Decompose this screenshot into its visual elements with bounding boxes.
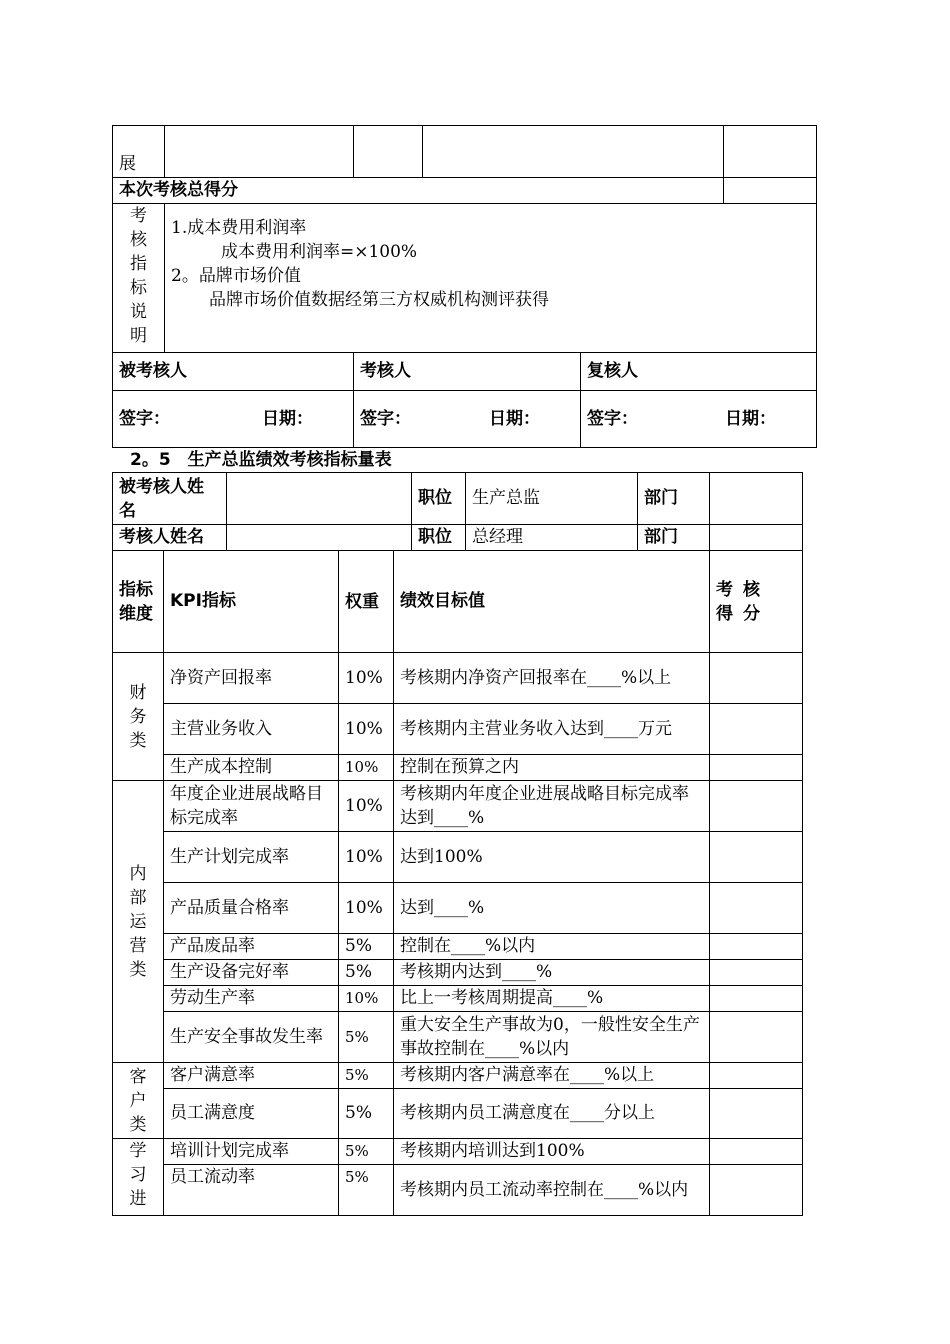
explanation-label: 考 核 指 标 说 明 [113, 204, 165, 353]
col-score-header: 考核得分 [710, 551, 803, 653]
kpi-name: 生产计划完成率 [164, 832, 339, 883]
empty-cell [354, 126, 423, 178]
col-weight-header: 权重 [339, 551, 394, 653]
kpi-target: 考核期内达到____% [394, 960, 710, 986]
role-assessor: 考核人 [354, 353, 581, 391]
total-score-value [724, 178, 817, 204]
kpi-weight: 5% [339, 960, 394, 986]
kpi-target: 控制在____%以内 [394, 934, 710, 960]
kpi-name: 产品废品率 [164, 934, 339, 960]
date-label: 日期： [262, 409, 313, 429]
kpi-target: 比上一考核周期提高____% [394, 986, 710, 1012]
kpi-name: 培训计划完成率 [164, 1139, 339, 1165]
kpi-name: 生产设备完好率 [164, 960, 339, 986]
kpi-name: 产品质量合格率 [164, 883, 339, 934]
kpi-weight: 5% [339, 934, 394, 960]
kpi-score [710, 934, 803, 960]
kpi-name: 劳动生产率 [164, 986, 339, 1012]
kpi-weight: 5% [339, 1012, 394, 1063]
kpi-name: 员工满意度 [164, 1089, 339, 1139]
role-assessee: 被考核人 [113, 353, 354, 391]
kpi-score [710, 1063, 803, 1089]
explanation-line: 1.成本费用利润率 [171, 218, 307, 238]
kpi-score [710, 832, 803, 883]
kpi-name: 净资产回报率 [164, 653, 339, 704]
explanation-line: 品牌市场价值数据经第三方权威机构测评获得 [209, 290, 549, 310]
assessor-department-value [710, 525, 803, 551]
kpi-target: 达到____% [394, 883, 710, 934]
kpi-name: 年度企业进展战略目标完成率 [164, 781, 339, 832]
kpi-score [710, 1012, 803, 1063]
explanation-line: 2。品牌市场价值 [171, 266, 301, 286]
position-label: 职位 [412, 473, 466, 525]
empty-cell [724, 126, 817, 178]
signature-cell [113, 391, 354, 448]
kpi-target: 考核期内主营业务收入达到____万元 [394, 704, 710, 755]
assessee-name-label: 被考核人姓名 [113, 473, 227, 525]
dimension-cell: 学习进 [113, 1139, 164, 1216]
position-label: 职位 [412, 525, 466, 551]
empty-cell [165, 126, 354, 178]
kpi-weight: 10% [339, 986, 394, 1012]
kpi-weight: 10% [339, 781, 394, 832]
kpi-weight: 10% [339, 755, 394, 781]
kpi-target: 重大安全生产事故为0，一般性安全生产事故控制在____%以内 [394, 1012, 710, 1063]
kpi-target: 考核期内员工流动率控制在____%以内 [394, 1165, 710, 1216]
empty-cell [423, 126, 724, 178]
kpi-score [710, 781, 803, 832]
assessor-name-label: 考核人姓名 [113, 525, 227, 551]
total-score-label: 本次考核总得分 [113, 178, 724, 204]
kpi-target: 考核期内培训达到100% [394, 1139, 710, 1165]
kpi-name: 客户满意率 [164, 1063, 339, 1089]
kpi-name: 生产成本控制 [164, 755, 339, 781]
dimension-cell: 客户类 [113, 1063, 164, 1139]
kpi-score [710, 653, 803, 704]
kpi-score [710, 960, 803, 986]
department-label: 部门 [638, 473, 710, 525]
sign-label: 签字： [119, 409, 170, 429]
sign-label: 签字： [587, 409, 638, 429]
date-label: 日期： [725, 409, 776, 429]
kpi-target: 考核期内净资产回报率在____%以上 [394, 653, 710, 704]
kpi-target: 考核期内员工满意度在____分以上 [394, 1089, 710, 1139]
signature-cell [581, 391, 817, 448]
kpi-score [710, 755, 803, 781]
kpi-score [710, 1139, 803, 1165]
kpi-score [710, 704, 803, 755]
kpi-score [710, 986, 803, 1012]
assessor-position: 总经理 [466, 525, 638, 551]
kpi-weight: 5% [339, 1063, 394, 1089]
signature-cell [354, 391, 581, 448]
kpi-score [710, 883, 803, 934]
assessee-position: 生产总监 [466, 473, 638, 525]
kpi-weight: 10% [339, 832, 394, 883]
kpi-weight: 10% [339, 704, 394, 755]
kpi-score [710, 1165, 803, 1216]
kpi-weight: 5% [339, 1165, 394, 1216]
kpi-weight: 10% [339, 883, 394, 934]
kpi-name: 生产安全事故发生率 [164, 1012, 339, 1063]
section-heading: 2。5 生产总监绩效考核指标量表 [130, 450, 392, 470]
kpi-score [710, 1089, 803, 1139]
previous-assessment-table [112, 125, 817, 448]
kpi-target: 考核期内年度企业进展战略目标完成率达到____% [394, 781, 710, 832]
role-reviewer: 复核人 [581, 353, 817, 391]
kpi-target: 控制在预算之内 [394, 755, 710, 781]
col-target-header: 绩效目标值 [394, 551, 710, 653]
kpi-weight: 5% [339, 1139, 394, 1165]
kpi-weight: 10% [339, 653, 394, 704]
assessor-name-value [227, 525, 412, 551]
date-label: 日期： [489, 409, 540, 429]
col-dimension-header: 指标维度 [113, 551, 164, 653]
kpi-name: 主营业务收入 [164, 704, 339, 755]
department-label: 部门 [638, 525, 710, 551]
kpi-weight: 5% [339, 1089, 394, 1139]
kpi-target: 考核期内客户满意率在____%以上 [394, 1063, 710, 1089]
dimension-cell: 内部运营类 [113, 781, 164, 1063]
explanation-text [165, 204, 817, 353]
assessee-department-value [710, 473, 803, 525]
col-kpi-header: KPI指标 [164, 551, 339, 653]
kpi-table [112, 472, 803, 1216]
sign-label: 签字： [360, 409, 411, 429]
assessee-name-value [227, 473, 412, 525]
explanation-line: 成本费用利润率=×100% [221, 242, 418, 262]
row-fragment-label: 展 [113, 126, 165, 178]
kpi-name: 员工流动率 [164, 1165, 339, 1216]
dimension-cell: 财务类 [113, 653, 164, 781]
kpi-target: 达到100% [394, 832, 710, 883]
